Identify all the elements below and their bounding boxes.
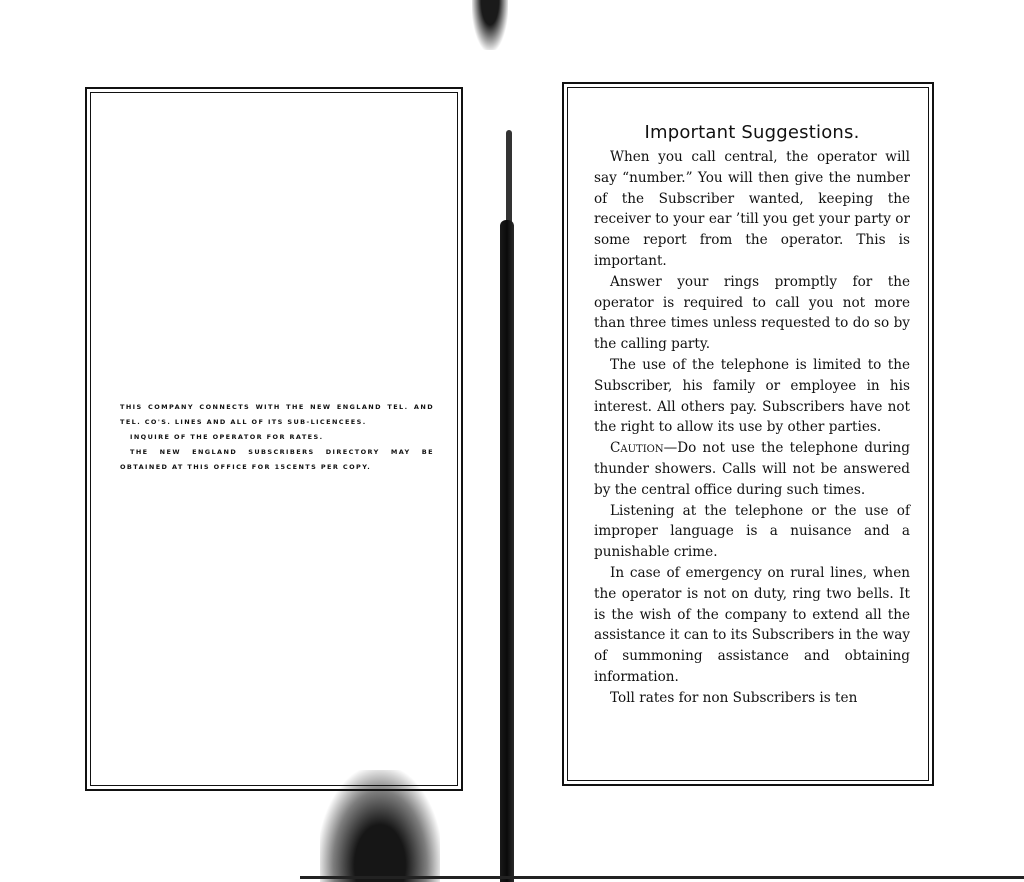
- caution-label: Caution—: [610, 440, 678, 457]
- suggestion-toll-rates: Toll rates for non Subscribers is ten: [610, 689, 858, 706]
- binding-spine: [500, 220, 514, 882]
- suggestion-listening: Listening at the telephone or the use of improper language is a nuisance and a punishable crime.: [594, 502, 910, 561]
- suggestion-caution: [594, 438, 910, 500]
- page-bottom-edge: [300, 876, 1024, 879]
- binding-fold: [506, 130, 512, 230]
- suggestion-emergency: In case of emergency on rural lines, when the operator is not on duty, ring two bells. It is the wish of the company to extend all the assistance it can to its Subscribers in the way of summoning assistance and obtaining information.: [594, 564, 910, 685]
- suggestion-answering: Answer your rings promptly for the operator is required to call you not more than three times unless requested to do so by the calling party.: [594, 273, 910, 353]
- company-notice: [120, 400, 434, 475]
- notice-directory: THE NEW ENGLAND SUBSCRIBERS DIRECTORY MAY BE OBTAINED AT THIS OFFICE FOR 15CENTS PER COPY.: [120, 448, 434, 471]
- suggestion-usage: The use of the telephone is limited to the Subscriber, his family or employee in his interest. All others pay. Subscribers have not the right to allow its use by other parties.: [594, 356, 910, 436]
- spine-shadow-top: [472, 0, 508, 50]
- caution-text: Do not use the telephone during thunder showers. Calls will not be answered by the central office during such times.: [594, 440, 910, 498]
- notice-connections: THIS COMPANY CONNECTS WITH THE NEW ENGLAND TEL. AND TEL. CO'S. LINES AND ALL OF ITS SUB-LICENCEES.: [120, 403, 434, 426]
- important-suggestions: [594, 122, 910, 709]
- suggestion-calling: When you call central, the operator will say “number.” You will then give the number of the Subscriber wanted, keeping the receiver to your ear ’till you get your party or some report from the operator. This is important.: [594, 149, 910, 269]
- notice-rates: INQUIRE OF THE OPERATOR FOR RATES.: [130, 433, 324, 441]
- page-title: Important Suggestions.: [644, 122, 860, 143]
